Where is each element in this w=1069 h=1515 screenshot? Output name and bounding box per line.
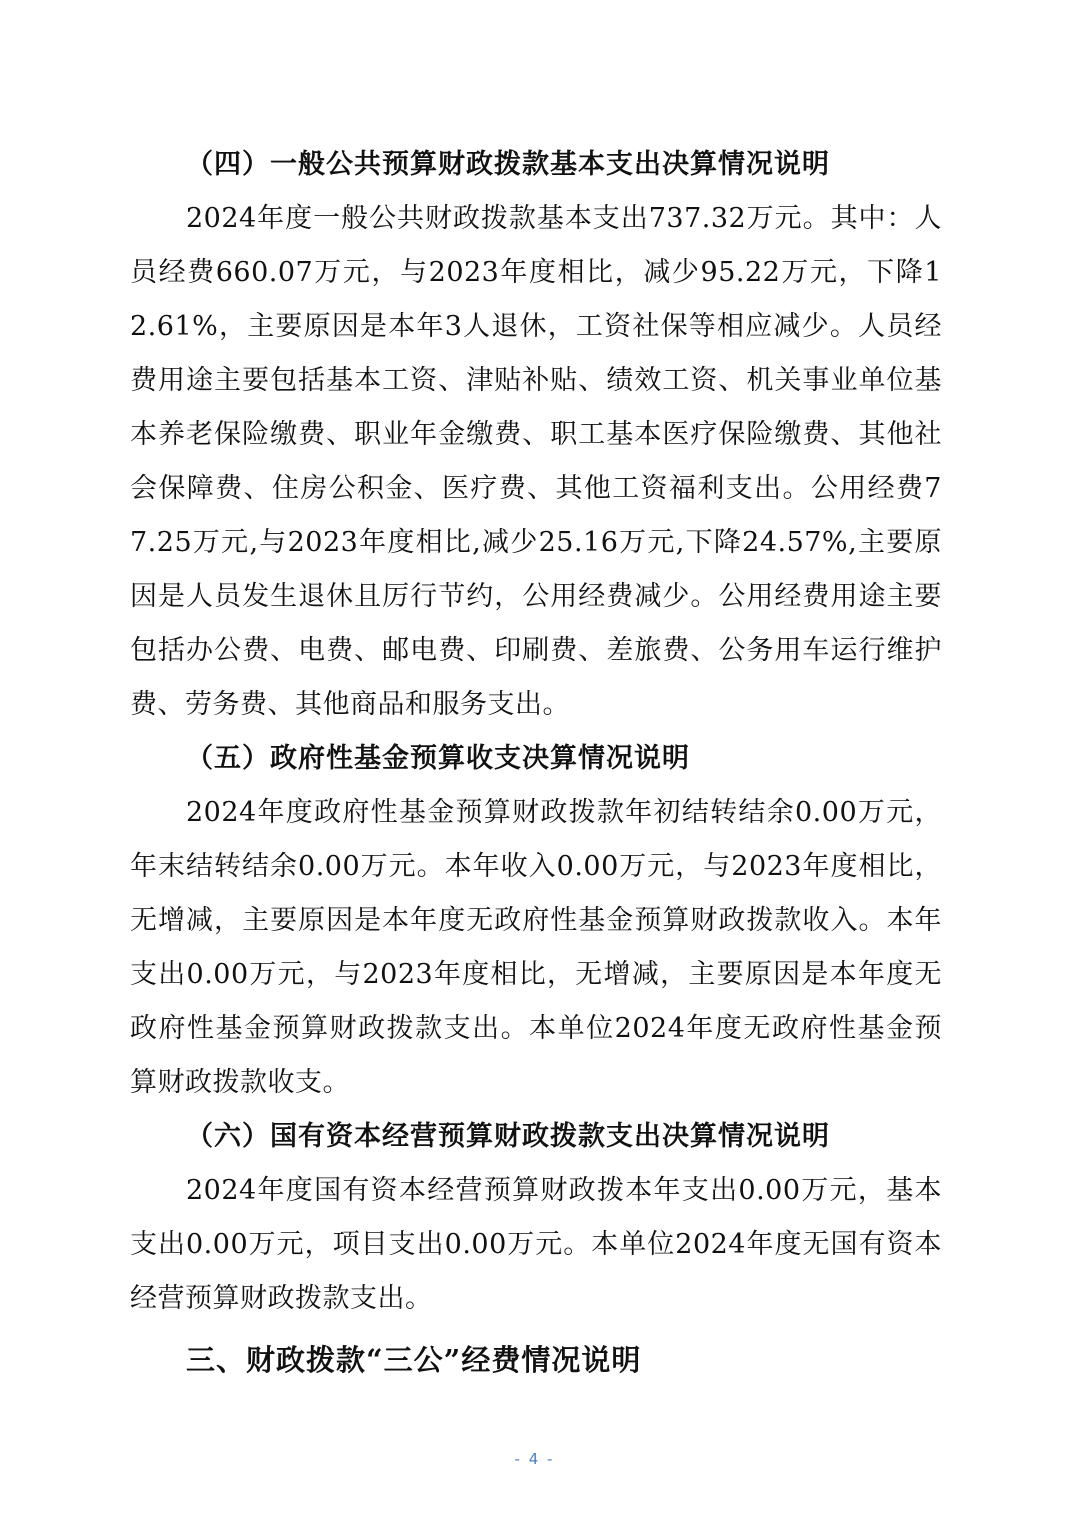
section-title-three-public-expenses: 三、财政拨款“三公”经费情况说明 [186,1343,642,1377]
heading-general-budget-basic-expenditure: （四）一般公共预算财政拨款基本支出决算情况说明 [186,149,830,180]
page-content [130,138,942,1388]
paragraph-general-budget-basic-expenditure: 2024年度一般公共财政拨款基本支出737.32万元。其中：人员经费660.07万元，与2023年度相比，减少95.22万元，下降12.61%，主要原因是本年3人退休，工资社保等相应减少。人员经费用途主要包括基本工资、津贴补贴、绩效工资、机关事业单位基本养老保险缴费、职业年金缴费、职工基本医疗保险缴费、其他社会保障费、住房公积金、医疗费、其他工资福利支出。公用经费77.25万元,与2023年度相比,减少25.16万元,下降24.57%,主要原因是人员发生退休且厉行节约，公用经费减少。公用经费用途主要包括办公费、电费、邮电费、印刷费、差旅费、公务用车运行维护费、劳务费、其他商品和服务支出。 [130,203,942,720]
heading-government-fund-budget: （五）政府性基金预算收支决算情况说明 [186,743,690,774]
paragraph-state-capital-budget: 2024年度国有资本经营预算财政拨本年支出0.00万元，基本支出0.00万元，项目支出0.00万元。本单位2024年度无国有资本经营预算财政拨款支出。 [130,1175,942,1314]
page-number: - 4 - [514,1450,555,1468]
paragraph-government-fund-budget: 2024年度政府性基金预算财政拨款年初结转结余0.00万元，年末结转结余0.00万元。本年收入0.00万元，与2023年度相比，无增减，主要原因是本年度无政府性基金预算财政拨款收入。本年支出0.00万元，与2023年度相比，无增减，主要原因是本年度无政府性基金预算财政拨款支出。本单位2024年度无政府性基金预算财政拨款收支。 [130,797,942,1098]
heading-state-capital-budget: （六）国有资本经营预算财政拨款支出决算情况说明 [186,1121,830,1152]
